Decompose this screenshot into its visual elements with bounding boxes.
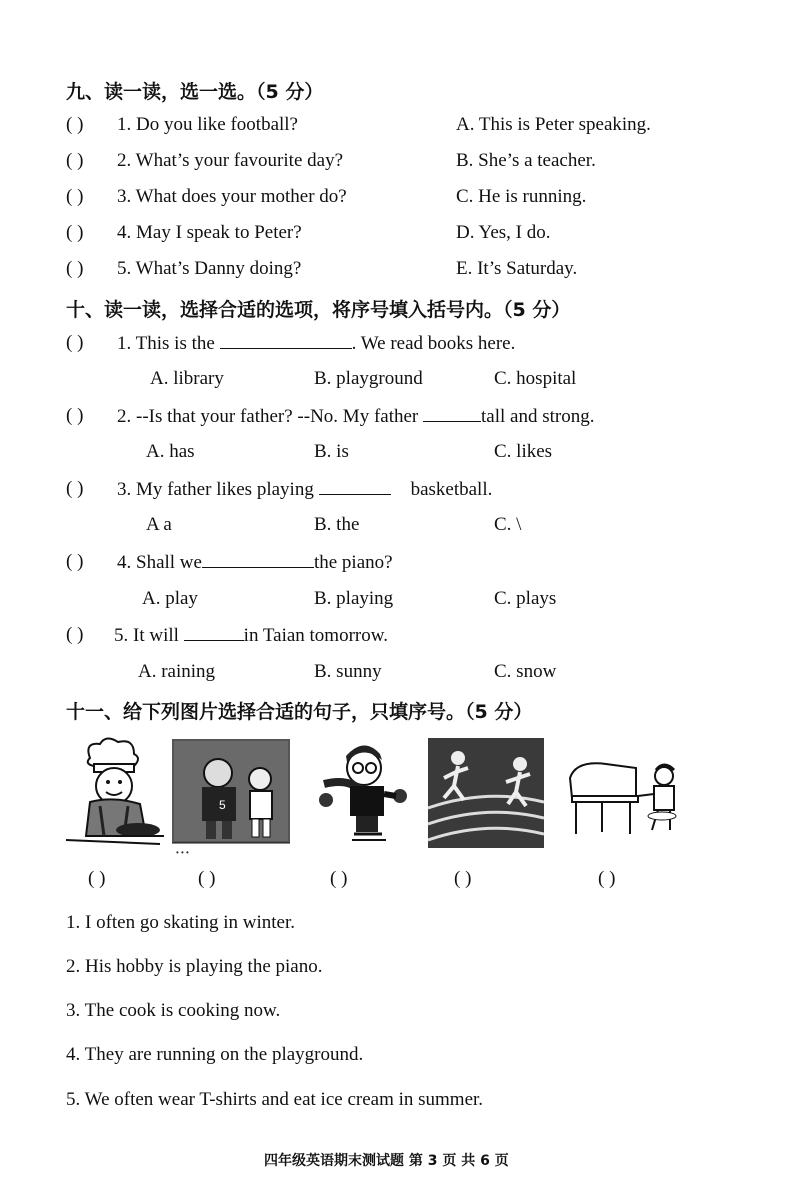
question-text: 1. Do you like football? bbox=[117, 114, 298, 135]
option-b: B. the bbox=[314, 514, 360, 535]
answer-paren[interactable]: ( ) bbox=[66, 222, 84, 243]
question-line bbox=[114, 624, 388, 647]
skating-picture bbox=[304, 738, 410, 848]
option-c: C. likes bbox=[494, 441, 553, 462]
answer-paren[interactable]: ( ) bbox=[66, 186, 84, 207]
question-text: 4. Shall we bbox=[117, 552, 202, 573]
option-c: C. \ bbox=[494, 514, 522, 535]
sentence: 3. The cook is cooking now. bbox=[66, 1000, 281, 1021]
picture-answer-paren[interactable]: ( ) bbox=[598, 868, 616, 889]
answer-paren[interactable]: ( ) bbox=[66, 405, 84, 426]
piano-picture bbox=[566, 758, 684, 842]
option-b: B. playground bbox=[314, 368, 423, 389]
question-text: in Taian tomorrow. bbox=[243, 625, 388, 646]
option-a: A. library bbox=[150, 368, 224, 389]
answer-paren[interactable]: ( ) bbox=[66, 478, 84, 499]
picture-answer-paren[interactable]: ( ) bbox=[198, 868, 216, 889]
picture-answer-paren[interactable]: ( ) bbox=[330, 868, 348, 889]
sentence: 4. They are running on the playground. bbox=[66, 1044, 364, 1065]
picture-answer-paren[interactable]: ( ) bbox=[88, 868, 106, 889]
question-text: 1. This is the bbox=[117, 333, 220, 354]
answer-paren[interactable]: ( ) bbox=[66, 150, 84, 171]
question-line bbox=[117, 551, 393, 574]
section-10-title: 十、读一读，选择合适的选项，将序号填入括号内。（5 分） bbox=[66, 299, 571, 321]
option-c: C. hospital bbox=[494, 368, 577, 389]
question-text: 2. --Is that your father? --No. My father bbox=[117, 406, 423, 427]
sentence: 2. His hobby is playing the piano. bbox=[66, 956, 323, 977]
question-text: 3. What does your mother do? bbox=[117, 186, 347, 207]
fill-blank[interactable] bbox=[423, 405, 481, 422]
svg-text:• • •: • • • bbox=[176, 848, 189, 857]
answer-paren[interactable]: ( ) bbox=[66, 114, 84, 135]
option-c: C. plays bbox=[494, 588, 557, 609]
option-a: A. raining bbox=[138, 661, 216, 682]
sentence: 5. We often wear T-shirts and eat ice cream in summer. bbox=[66, 1089, 484, 1110]
answer-option: D. Yes, I do. bbox=[456, 222, 551, 243]
friends-picture bbox=[172, 739, 290, 857]
fill-blank[interactable] bbox=[319, 478, 391, 495]
question-text: 5. What’s Danny doing? bbox=[117, 258, 302, 279]
section-11-title: 十一、给下列图片选择合适的句子，只填序号。（5 分） bbox=[66, 701, 533, 723]
answer-paren[interactable]: ( ) bbox=[66, 258, 84, 279]
question-text: 2. What’s your favourite day? bbox=[117, 150, 343, 171]
option-b: B. playing bbox=[314, 588, 394, 609]
fill-blank[interactable] bbox=[220, 332, 352, 349]
answer-paren[interactable]: ( ) bbox=[66, 624, 84, 645]
running-picture bbox=[428, 738, 544, 848]
page-footer: 四年级英语期末测试题 第 3 页 共 6 页 bbox=[264, 1153, 509, 1169]
question-line bbox=[117, 478, 492, 501]
option-a: A. play bbox=[142, 588, 198, 609]
answer-option: B. She’s a teacher. bbox=[456, 150, 596, 171]
answer-option: A. This is Peter speaking. bbox=[456, 114, 651, 135]
svg-text:5: 5 bbox=[219, 798, 226, 812]
answer-paren[interactable]: ( ) bbox=[66, 551, 84, 572]
picture-answer-paren[interactable]: ( ) bbox=[454, 868, 472, 889]
question-text: . We read books here. bbox=[351, 333, 516, 354]
answer-paren[interactable]: ( ) bbox=[66, 332, 84, 353]
option-c: C. snow bbox=[494, 661, 557, 682]
question-text: 3. My father likes playing bbox=[117, 479, 319, 500]
option-b: B. is bbox=[314, 441, 349, 462]
section-9-title: 九、读一读，选一选。（5 分） bbox=[66, 81, 324, 103]
question-line bbox=[117, 332, 515, 355]
option-a: A. has bbox=[146, 441, 195, 462]
question-text: 4. May I speak to Peter? bbox=[117, 222, 302, 243]
fill-blank[interactable] bbox=[202, 551, 314, 568]
question-line bbox=[117, 405, 594, 428]
question-text: the piano? bbox=[313, 552, 393, 573]
sentence: 1. I often go skating in winter. bbox=[66, 912, 296, 933]
answer-option: E. It’s Saturday. bbox=[456, 258, 578, 279]
answer-option: C. He is running. bbox=[456, 186, 587, 207]
question-text: 5. It will bbox=[114, 625, 184, 646]
option-b: B. sunny bbox=[314, 661, 382, 682]
cook-picture bbox=[60, 736, 166, 848]
fill-blank[interactable] bbox=[184, 624, 244, 641]
question-text: basketball. bbox=[410, 479, 493, 500]
question-text: tall and strong. bbox=[481, 406, 595, 427]
option-a: A a bbox=[146, 514, 172, 535]
